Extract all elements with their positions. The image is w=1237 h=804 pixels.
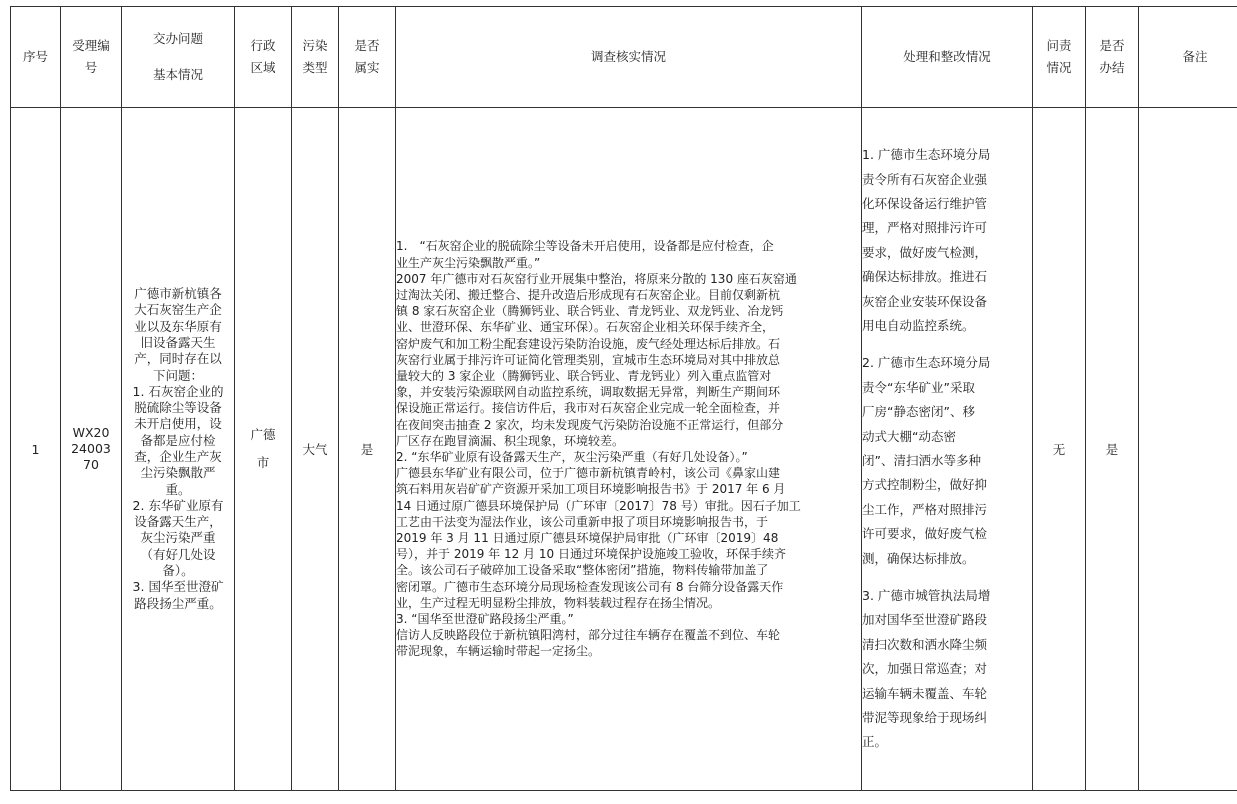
header-closed: 是否 办结 (1086, 7, 1139, 108)
header-case-no: 受理编 号 (61, 7, 122, 108)
header-row (11, 7, 1237, 108)
cell-case-no: WX20 24003 70 (61, 108, 122, 791)
cell-seq: 1 (11, 108, 61, 791)
cell-pollution: 大气 (292, 108, 339, 791)
handling-item-1: 1. 广德市生态环境分局 责令所有石灰窑企业强 化环保设备运行维护管 理，严格对照排污许可 要求，做好废气检测， 确保达标排放。推进石 灰窑企业安装环保设备 用电自动监控系统。 (862, 147, 991, 333)
header-issue: 交办问题 基本情况 (122, 7, 235, 108)
header-handling: 处理和整改情况 (862, 7, 1033, 108)
complaint-table (10, 6, 1237, 791)
header-seq: 序号 (11, 7, 61, 108)
handling-item-3: 3. 广德市城管执法局增 加对国华至世澄矿路段 清扫次数和洒水降尘频 次，加强日常巡查；对 运输车辆未覆盖、车轮 带泥等现象给于现场纠 正。 (862, 588, 991, 750)
handling-item-2: 2. 广德市生态环境分局 责令“东华矿业”采取 厂房“静态密闭”、移 动式大棚“动态密 闭”、清扫洒水等多种 方式控制粉尘，做好抑 尘工作，严格对照排污 许可要求，做好废气检 测，确保达标排放。 (862, 355, 991, 566)
header-pollution: 污染 类型 (292, 7, 339, 108)
header-investigation: 调查核实情况 (396, 7, 862, 108)
cell-issue: 广德市新杭镇各 大石灰窑生产企 业以及东华原有 旧设备露天生 产，同时存在以 下问题： 1. 石灰窑企业的 脱硫除尘等设备 未开启使用，设 备都是应付检 查，企业生产灰 尘污染飘散严 重。 2. 东华矿业原有 设备露天生产， 灰尘污染严重 （有好几处设 备）。 3. 国华至世澄矿 路段扬尘严重。 (122, 108, 235, 791)
cell-region: 广德 市 (235, 108, 292, 791)
header-remarks: 备注 (1139, 7, 1237, 108)
cell-remarks (1139, 108, 1237, 791)
cell-investigation: 1. “石灰窑企业的脱硫除尘等设备未开启使用，设备都是应付检查，企 业生产灰尘污染飘散严重。” 2007 年广德市对石灰窑行业开展集中整治，将原来分散的 130 座石灰窑通 过淘汰关闭、搬迁整合、提升改造后形成现有石灰窑企业。目前仅剩新杭 镇 8 家石灰窑企业（腾狮钙业、联合钙业、青龙钙业、双龙钙业、冶龙钙 业、世澄环保、东华矿业、通宝环保）。石灰窑企业相关环保手续齐全， 窑炉废气和加工粉尘配套建设污染防治设施，废气经处理达标后排放。石 灰窑行业属于排污许可证简化管理类别，宣城市生态环境局对其中排放总 量较大的 3 家企业（腾狮钙业、联合钙业、青龙钙业）列入重点监管对 象，并安装污染源联网自动监控系统，调取数据无异常，判断生产期间环 保设施正常运行。接信访件后，我市对石灰窑企业完成一轮全面检查，并 在夜间突击抽查 2 家次，均未发现废气污染防治设施不正常运行，但部分 厂区存在跑冒滴漏、积尘现象，环境较差。 2. “东华矿业原有设备露天生产，灰尘污染严重（有好几处设备）。” 广德县东华矿业有限公司，位于广德市新杭镇青岭村，该公司《鼻家山建 筑石料用灰岩矿矿产资源开采加工项目环境影响报告书》于 2017 年 6 月 14 日通过原广德县环境保护局（广环审〔2017〕78 号）审批。因石子加工 工艺由干法变为湿法作业，该公司重新申报了项目环境影响报告书，于 2019 年 3 月 11 日通过原广德县环境保护局审批（广环审〔2019〕48 号），并于 2019 年 12 月 10 日通过环境保护设施竣工验收，环保手续齐 全。该公司石子破碎加工设备采取“整体密闭”措施，物料传输带加盖了 密闭罩。广德市生态环境分局现场检查发现该公司有 8 台筛分设备露天作 业，生产过程无明显粉尘排放，物料装载过程存在扬尘情况。 3. “国华至世澄矿路段扬尘严重。” 信访人反映路段位于新杭镇阳湾村，部分过往车辆存在覆盖不到位、车轮 带泥现象，车辆运输时带起一定扬尘。 (396, 108, 862, 791)
header-verified: 是否 属实 (339, 7, 396, 108)
header-region: 行政 区域 (235, 7, 292, 108)
cell-closed: 是 (1086, 108, 1139, 791)
cell-accountability: 无 (1033, 108, 1086, 791)
cell-handling (862, 108, 1033, 791)
cell-verified: 是 (339, 108, 396, 791)
table-row (11, 108, 1237, 791)
header-accountability: 问责 情况 (1033, 7, 1086, 108)
